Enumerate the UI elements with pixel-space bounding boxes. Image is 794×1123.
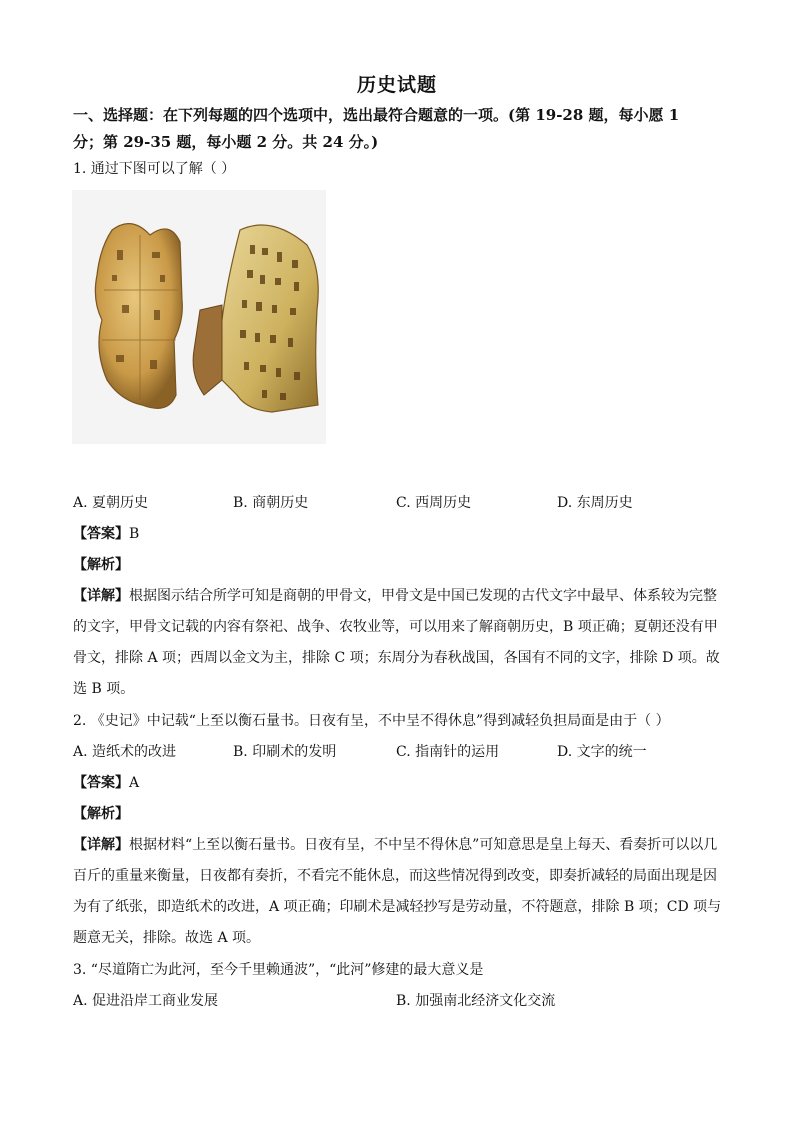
q1-detail-line-4: 选 B 项。	[73, 681, 135, 697]
q3-option-a: A. 促进沿岸工商业发展	[73, 993, 219, 1009]
q1-answer-label: 【答案】	[73, 526, 129, 542]
q2-detail-label: 【详解】	[73, 837, 129, 853]
q2-answer-value: A	[129, 775, 140, 791]
question-2-stem: 2. 《史记》中记载“上至以衡石量书。日夜有呈，不中呈不得休息”得到减轻负担局面是由于（ ）	[73, 713, 670, 729]
oracle-bone-image	[72, 190, 326, 444]
q1-answer-value: B	[129, 526, 140, 542]
question-3-stem: 3. “尽道隋亡为此河，至今千里赖通波”，“此河”修建的最大意义是	[73, 962, 484, 978]
q1-analysis-label: 【解析】	[73, 557, 129, 573]
q3-option-b: B. 加强南北经济文化交流	[396, 993, 556, 1009]
q2-option-b: B. 印刷术的发明	[233, 744, 337, 760]
q1-detail-line-2: 的文字，甲骨文记载的内容有祭祀、战争、农牧业等，可以用来了解商朝历史，B 项正确；夏朝还没有甲	[73, 619, 718, 635]
q2-detail-line-3: 为有了纸张，即造纸术的改进，A 项正确；印刷术是减轻抄写是劳动量，不符题意，排除 B 项；CD 项与	[73, 899, 722, 915]
q2-detail-line-1	[73, 834, 717, 854]
q2-detail-line-2: 百斤的重量来衡量，日夜都有奏折，不看完不能休息，而这些情况得到改变，即奏折减轻的局面出现是因	[73, 868, 717, 884]
q1-option-d: D. 东周历史	[557, 495, 633, 511]
q2-option-c: C. 指南针的运用	[396, 744, 500, 760]
q2-option-a: A. 造纸术的改进	[73, 744, 177, 760]
q1-detail-label: 【详解】	[73, 588, 129, 604]
q1-option-c: C. 西周历史	[396, 495, 472, 511]
q1-option-b: B. 商朝历史	[233, 495, 309, 511]
page-title: 历史试题	[356, 74, 437, 96]
oracle-bone-illustration	[72, 190, 326, 444]
q2-detail-line-4: 题意无关，排除。故选 A 项。	[73, 930, 261, 946]
section-heading-line-1: 一、选择题：在下列每题的四个选项中，选出最符合题意的一项。(第 19-28 题，每小愿 1	[73, 106, 680, 124]
q2-answer-label: 【答案】	[73, 775, 129, 791]
q2-analysis-label: 【解析】	[73, 806, 129, 822]
q1-detail-line-1	[73, 585, 717, 605]
q2-option-d: D. 文字的统一	[557, 744, 647, 760]
q2-detail-text-1: 根据材料“上至以衡石量书。日夜有呈，不中呈不得休息”可知意思是皇上每天、看奏折可以以几	[129, 837, 718, 853]
q1-option-a: A. 夏朝历史	[73, 495, 149, 511]
q1-answer	[73, 523, 139, 543]
q2-answer	[73, 772, 139, 792]
q1-detail-line-3: 骨文，排除 A 项；西周以金文为主，排除 C 项；东周分为春秋战国，各国有不同的文字，排除 D 项。故	[73, 650, 720, 666]
q1-detail-text-1: 根据图示结合所学可知是商朝的甲骨文，甲骨文是中国已发现的古代文字中最早、体系较为完整	[129, 588, 717, 604]
section-heading-line-2: 分；第 29-35 题，每小题 2 分。共 24 分。)	[73, 133, 379, 151]
question-1-stem: 1. 通过下图可以了解（ ）	[73, 161, 236, 177]
